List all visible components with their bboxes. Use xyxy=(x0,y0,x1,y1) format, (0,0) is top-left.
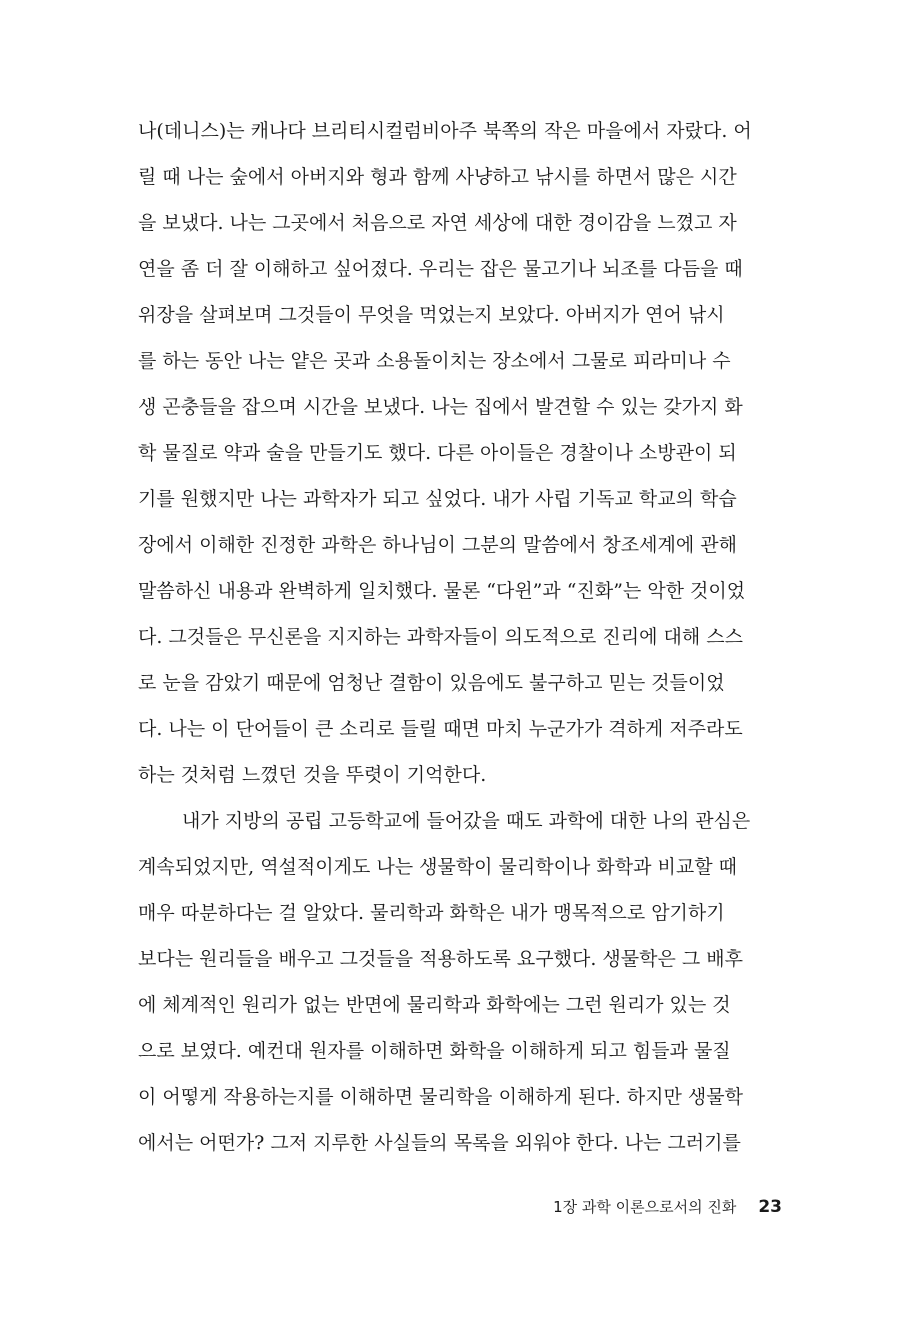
page-footer xyxy=(138,1196,782,1226)
text-line: 하는 것처럼 느꼈던 것을 뚜렷이 기억한다. xyxy=(138,764,487,786)
text-line: 에 체계적인 원리가 없는 반면에 물리학과 화학에는 그런 원리가 있는 것 xyxy=(138,994,731,1016)
text-line: 위장을 살펴보며 그것들이 무엇을 먹었는지 보았다. 아버지가 연어 낚시 xyxy=(138,304,725,326)
text-line: 매우 따분하다는 걸 알았다. 물리학과 화학은 내가 맹목적으로 암기하기 xyxy=(138,902,725,924)
text-line: 으로 보였다. 예컨대 원자를 이해하면 화학을 이해하게 되고 힘들과 물질 xyxy=(138,1040,731,1062)
text-line: 기를 원했지만 나는 과학자가 되고 싶었다. 내가 사립 기독교 학교의 학습 xyxy=(138,488,737,510)
text-line: 말씀하신 내용과 완벽하게 일치했다. 물론 “다윈”과 “진화”는 악한 것이었 xyxy=(138,580,746,602)
text-line: 장에서 이해한 진정한 과학은 하나님이 그분의 말씀에서 창조세계에 관해 xyxy=(138,534,737,556)
page-number: 23 xyxy=(758,1197,782,1217)
text-line: 나(데니스)는 캐나다 브리티시컬럼비아주 북쪽의 작은 마을에서 자랐다. 어 xyxy=(138,120,752,142)
text-line: 를 하는 동안 나는 얕은 곳과 소용돌이치는 장소에서 그물로 피라미나 수 xyxy=(138,350,731,372)
paragraph-2 xyxy=(138,798,782,1166)
text-line: 계속되었지만, 역설적이게도 나는 생물학이 물리학이나 화학과 비교할 때 xyxy=(138,856,737,878)
text-line: 보다는 원리들을 배우고 그것들을 적용하도록 요구했다. 생물학은 그 배후 xyxy=(138,948,743,970)
paragraph-1 xyxy=(138,108,782,798)
text-line: 다. 그것들은 무신론을 지지하는 과학자들이 의도적으로 진리에 대해 스스 xyxy=(138,626,743,648)
text-line: 릴 때 나는 숲에서 아버지와 형과 함께 사냥하고 낚시를 하면서 많은 시간 xyxy=(138,166,737,188)
body-text xyxy=(138,108,782,1166)
text-line: 을 보냈다. 나는 그곳에서 처음으로 자연 세상에 대한 경이감을 느꼈고 자 xyxy=(138,212,737,234)
text-line: 다. 나는 이 단어들이 큰 소리로 들릴 때면 마치 누군가가 격하게 저주라도 xyxy=(138,718,743,740)
text-line: 생 곤충들을 잡으며 시간을 보냈다. 나는 집에서 발견할 수 있는 갖가지 화 xyxy=(138,396,743,418)
running-footer-chapter: 1장 과학 이론으로서의 진화 xyxy=(553,1198,737,1216)
text-line: 이 어떻게 작용하는지를 이해하면 물리학을 이해하게 된다. 하지만 생물학 xyxy=(138,1086,743,1108)
text-line: 학 물질로 약과 술을 만들기도 했다. 다른 아이들은 경찰이나 소방관이 되 xyxy=(138,442,737,464)
text-line: 연을 좀 더 잘 이해하고 싶어졌다. 우리는 잡은 물고기나 뇌조를 다듬을 때 xyxy=(138,258,743,280)
text-line: 로 눈을 감았기 때문에 엄청난 결함이 있음에도 불구하고 믿는 것들이었 xyxy=(138,672,725,694)
text-line: 내가 지방의 공립 고등학교에 들어갔을 때도 과학에 대한 나의 관심은 xyxy=(182,810,751,832)
text-line: 에서는 어떤가? 그저 지루한 사실들의 목록을 외워야 한다. 나는 그러기를 xyxy=(138,1132,741,1154)
